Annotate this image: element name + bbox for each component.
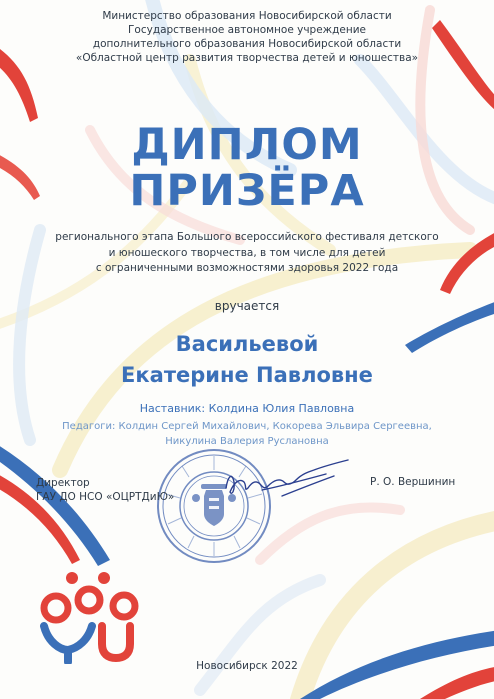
- issuer-line-4: «Областной центр развития творчества детей и юношества»: [75, 52, 419, 64]
- recipient-line-1: Васильевой: [175, 332, 319, 356]
- title-line-2: ПРИЗЁРА: [129, 166, 365, 216]
- director-organization: ГАУ ДО НСО «ОЦРТДиЮ»: [36, 491, 175, 503]
- city-year: Новосибирск 2022: [196, 660, 298, 672]
- issuer-line-2: Государственное автономное учреждение: [128, 24, 366, 36]
- director-block: [36, 476, 174, 504]
- handwritten-signature-icon: [222, 456, 352, 506]
- signer-name: Р. О. Вершинин: [370, 476, 456, 488]
- teachers-line-1: Педагоги: Колдин Сергей Михайлович, Кокорева Эльвира Сергеевна,: [62, 421, 432, 432]
- description-line-3: с ограниченными возможностями здоровья 2022 года: [95, 262, 399, 274]
- recipient-line-2: Екатерине Павловне: [121, 363, 373, 387]
- description-line-1: регионального этапа Большого всероссийского фестиваля детского: [55, 231, 439, 243]
- director-title: Директор: [36, 477, 90, 489]
- issuer-header: [0, 9, 494, 65]
- issuer-line-3: дополнительного образования Новосибирской области: [92, 38, 402, 50]
- recipient-name: [0, 329, 494, 391]
- teachers-list: [0, 420, 494, 449]
- mentor-line: Наставник: Колдина Юлия Павловна: [139, 402, 355, 415]
- issuer-line-1: Министерство образования Новосибирской области: [102, 10, 392, 22]
- awarded-label: вручается: [214, 299, 280, 313]
- description-line-2: и юношеского творчества, в том числе для детей: [108, 246, 386, 259]
- diploma-title: [0, 122, 494, 214]
- teachers-line-2: Никулина Валерия Руслановна: [165, 435, 329, 447]
- event-description: [0, 230, 494, 277]
- festival-logo-icon: [34, 570, 146, 664]
- title-line-1: ДИПЛОМ: [131, 120, 363, 170]
